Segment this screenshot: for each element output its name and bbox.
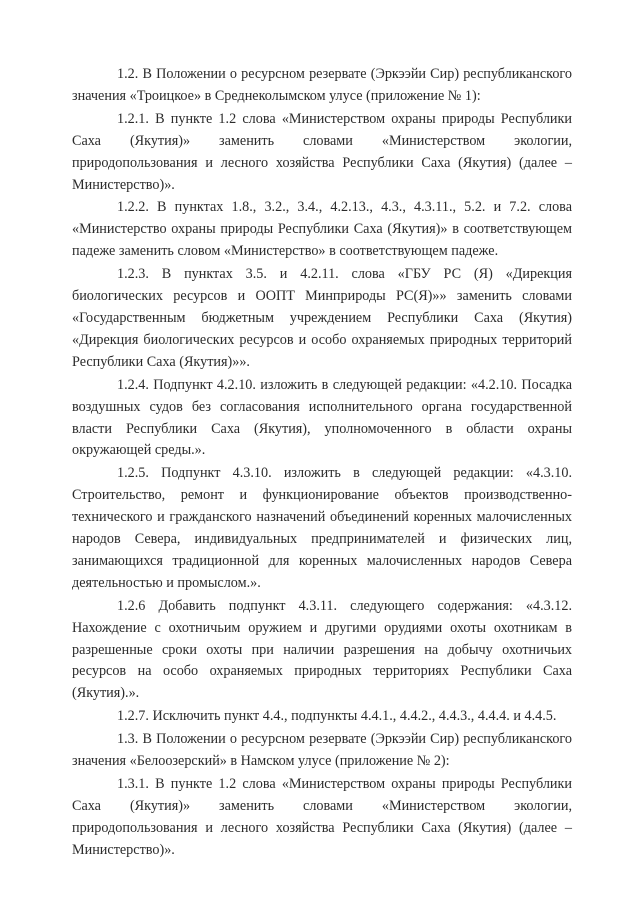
- paragraph-1-2-5: 1.2.5. Подпункт 4.3.10. изложить в следующей редакции: «4.3.10. Строительство, ремонт и функционирование объектов производственно-технического и гражданского назначений объединений коренных малочисленных народов Севера, индивидуальных предпринимателей и физических лиц, занимающихся традиционной для коренных малочисленных народов Севера деятельностью и промыслом.».: [72, 465, 572, 591]
- paragraph-1-2-4: 1.2.4. Подпункт 4.2.10. изложить в следующей редакции: «4.2.10. Посадка воздушных судов без согласования исполнительного органа государственной власти Республики Саха (Якутия), уполномоченного в области охраны окружающей среды.».: [72, 376, 572, 459]
- paragraph-1-3: 1.3. В Положении о ресурсном резервате (Эркээйи Сир) республиканского значения «Белоозерский» в Намском улусе (приложение № 2):: [72, 731, 572, 770]
- paragraph-1-2-2: 1.2.2. В пунктах 1.8., 3.2., 3.4., 4.2.13., 4.3., 4.3.11., 5.2. и 7.2. слова «Министерство охраны природы Республики Саха (Якутия)» в соответствующем падеже заменить словом «Министерство» в соответствующем падеже.: [72, 199, 572, 260]
- paragraph-1-2-1: 1.2.1. В пункте 1.2 слова «Министерством охраны природы Республики Саха (Якутия)» заменить словами «Министерством экологии, природопользования и лесного хозяйства Республики Саха (Якутия) (далее – Министерство)».: [72, 110, 572, 193]
- paragraph-1-3-1: 1.3.1. В пункте 1.2 слова «Министерством охраны природы Республики Саха (Якутия)» заменить словами «Министерством экологии, природопользования и лесного хозяйства Республики Саха (Якутия) (далее – Министерство)».: [72, 776, 572, 858]
- document-body: [72, 64, 572, 863]
- paragraph-1-2-3: 1.2.3. В пунктах 3.5. и 4.2.11. слова «ГБУ РС (Я) «Дирекция биологических ресурсов и ООПТ Минприроды РС(Я)»» заменить словами «Государственным бюджетным учреждением Республики Саха (Якутия) «Дирекция биологических ресурсов и особо охраняемых природных территорий Республики Саха (Якутия)»».: [72, 266, 572, 370]
- paragraph-1-2-6: 1.2.6 Добавить подпункт 4.3.11. следующего содержания: «4.3.12. Нахождение с охотничьим оружием и другими орудиями охоты охотникам в разрешенные сроки охоты при наличии разрешения на добычу охотничьих ресурсов на особо охраняемых природных территориях Республики Саха (Якутия).».: [72, 597, 572, 702]
- paragraph-1-2-7: 1.2.7. Исключить пункт 4.4., подпункты 4.4.1., 4.4.2., 4.4.3., 4.4.4. и 4.4.5.: [117, 708, 557, 725]
- paragraph-1-2: 1.2. В Положении о ресурсном резервате (Эркээйи Сир) республиканского значения «Троицкое» в Среднеколымском улусе (приложение № 1):: [72, 66, 572, 104]
